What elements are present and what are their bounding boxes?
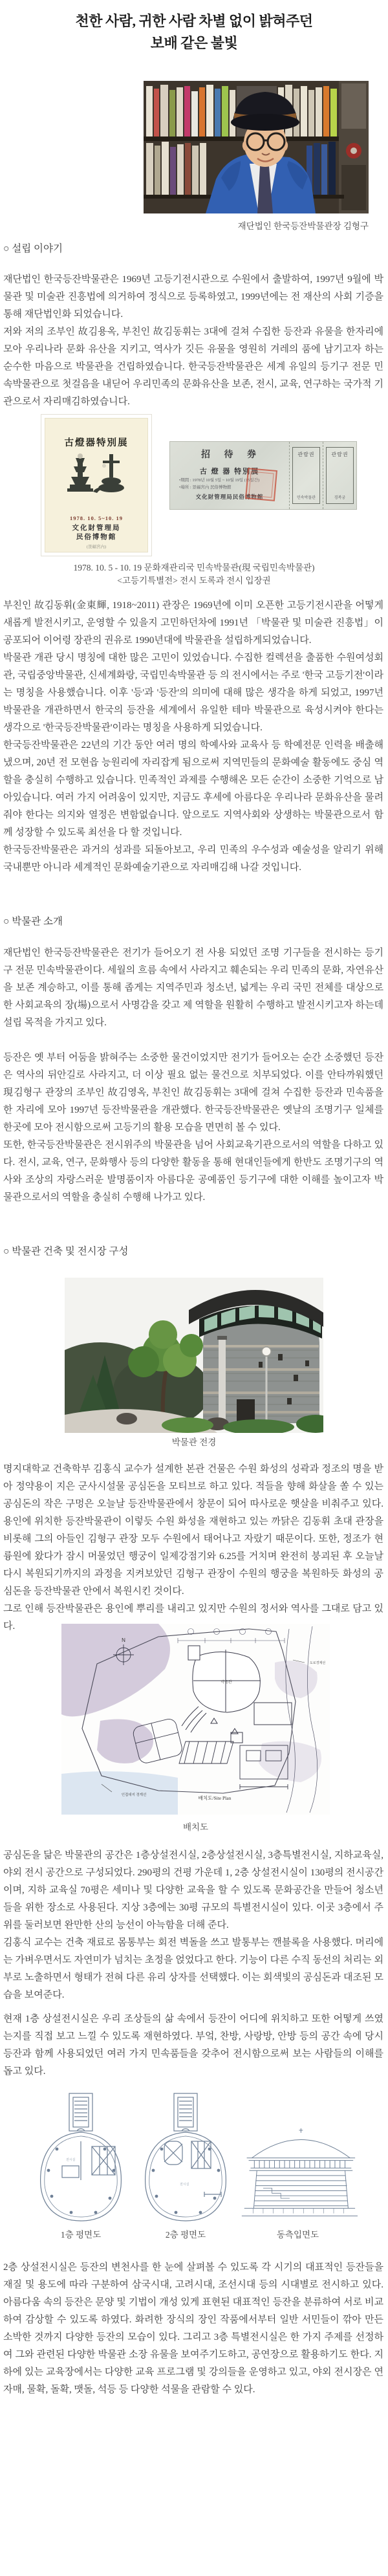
floor-plan-2-drawing (137, 2090, 234, 2225)
stub2-note: 경복궁 (334, 496, 346, 500)
architecture-paragraphs-2 (3, 1847, 383, 2004)
svg-text:배치도/Site Plan: 배치도/Site Plan (198, 1795, 232, 1801)
east-elevation-drawing (238, 2128, 358, 2225)
section-heading-intro: ○ 박물관 소개 (3, 916, 63, 927)
architecture-paragraphs-1 (3, 1461, 383, 1635)
ticket-place-line: •場所 : 景福宮內 民俗博物館 (179, 485, 232, 490)
poster-date: 1978. 10. 5~10. 19 (70, 515, 123, 521)
paragraph: 재단법인 한국등잔박물관은 1969년 고등기전시관으로 수원에서 출발하여, 1997년 9월에 박물관 및 미술관 진흥법에 의거하여 정식으로 등록하였고, 1999년에는 전 재산의 사회 기증을 통해 재단법인화 되었습니다. (3, 274, 383, 320)
red-seal-stamp (245, 468, 277, 501)
poster-title: 古燈器特別展 (64, 438, 129, 448)
plan1-caption: 1층 평면도 (60, 2230, 102, 2240)
svg-text:도로경계선: 도로경계선 (309, 1662, 326, 1665)
paragraph: 현재 1층 상설전시실은 우리 조상들의 삶 속에서 등잔이 어디에 위치하고 또한 어떻게 쓰였는지를 직접 보고 느낄 수 있도록 재현하였다. 부엌, 찬방, 사랑방, 안방 등의 공간 속에 당시 등잔과 함께 사용되었던 여러 가지 민속품들을 갖추어 전시함으로써 보는 사람들의 이해를 돕고 있다. (3, 2014, 383, 2077)
exhibition-caption-line2: <고등기특별전> 전시 도록과 전시 입장권 (117, 576, 271, 585)
intro-paragraphs-2 (3, 1049, 383, 1206)
poster-organization-line2: 民俗博物館 (76, 534, 117, 541)
page-title-line1: 천한 사람, 귀한 사람 차별 없이 밝혀주던 (75, 13, 313, 29)
paragraph: 한국등잔박물관은 과거의 성과를 되돌아보고, 우리 민족의 우수성과 예술성을 알리기 위해 국내뿐만 아니라 세계적인 문화예술기관으로 자리매김해 나갈 것입니다. (3, 845, 383, 873)
ticket-title: 招 待 券 (201, 450, 262, 460)
portrait-caption-text: 재단법인 한국등잔박물관장 김형구 (237, 221, 369, 231)
svg-text:전시실: 전시실 (180, 2183, 189, 2187)
director-portrait-illustration (144, 81, 369, 213)
ticket-subtitle: 古 燈 器 特別展 (199, 468, 260, 475)
svg-text:인접대지 경계선: 인접대지 경계선 (121, 1793, 147, 1797)
museum-building-illustration (65, 1278, 323, 1433)
paragraph: 김홍식 교수는 건축 재료로 몸통부는 회전 벽돌을 쓰고 발통부는 깬블록을 사용했다. 머리에는 가벼우면서도 자연미가 넘치는 초정을 얹었다고 한다. 기능이 다른 수직 동선의 처리는 외부로 노출하면서 형태가 전혀 다른 유리 상자를 선택했다. 이는 회색빛의 공심돈과 대조된 모습을 보여준다. (3, 1937, 383, 2000)
siteplan-caption: 배치도 (182, 1822, 209, 1832)
exhibition-caption-line1: 1978. 10. 5 - 10. 19 문화재관리국 민속박물관(現 국립민속박물관) (73, 563, 315, 573)
architecture-paragraph-3 (3, 2011, 383, 2080)
paragraph: 2층 상설전시실은 등잔의 변천사를 한 눈에 살펴볼 수 있도록 각 시기의 대표적인 등잔들을 재질 및 용도에 따라 구분하여 삼국시대, 고려시대, 조선시대 등의 시대별로 전시하고 있다. 아름다움 속의 등잔은 문양 및 기법이 개성 있게 표현된 대표적인 등잔을 분류하여 서로 비교하여 감상할 수 있도록 하였다. 화려한 장식의 장인 작품에서부터 일반 서민들이 깎아 만든 소박한 것까지 다양한 등잔의 모습이 있다. 그리고 3층 특별전시실은 한 가지 주제를 선정하여 그와 관련된 다양한 박물관 소장 유물을 보여주기도하고, 공연장으로 활용하기도 한다. 지하에 있는 교육장에서는 다양한 교육 프로그램 및 강의들을 운영하고 있고, 야외 전시장은 연자매, 물확, 돌확, 맷돌, 석등 등 다양한 석물을 관람할 수 있다. (3, 2262, 383, 2395)
ticket-period-line: •期間 : 1978년 10월 5일 ~ 10월 19일 (15일간) (179, 478, 260, 483)
ticket-organization: 文化財管理局民俗博物館 (195, 493, 264, 500)
floor-plan-1-drawing (32, 2090, 129, 2225)
poster-location-note: (景福宮內) (86, 545, 107, 550)
ticket-stub-2 (323, 442, 356, 509)
lamp-silhouettes-illustration (58, 452, 135, 510)
ticket-stub-1 (289, 442, 323, 509)
site-plan-drawing (61, 1624, 330, 1815)
paragraph: 부친인 故김동휘(金東輝, 1918~2011) 관장은 1969년에 이미 오픈한 고등기전시관을 어떻게 새롭게 발전시키고, 운영할 수 있을지 고민하던차에 1991년 「박물관 및 미술관 진흥법」이 공포되어 이어령 장관의 권유로 1990년대에 박물관을 설립하게되었습니다. (3, 600, 383, 646)
stub2-label: 관람권 (331, 452, 349, 457)
page-title-line2: 보배 같은 불빛 (150, 35, 238, 52)
portrait-caption (0, 220, 369, 233)
paragraph: 재단법인 한국등잔박물관은 전기가 들어오기 전 사용 되었던 조명 기구들을 전시하는 등기구 전문 민속박물관이다. 세월의 흐름 속에서 사라지고 훼손되는 우리 민족의 문화, 자연유산을 보존 계승하고, 이를 통해 좁게는 지역주민과 청소년, 넓게는 우리 국민 전체를 대상으로 한 사회교육의 장(場)으로서 사명감을 갖고 제 역할을 원활히 수행하고 발전시키고자 하는데 설립 목적을 가지고 있다. (3, 948, 383, 1028)
paragraph: 명지대학교 건축학부 김홍식 교수가 설계한 본관 건물은 수원 화성의 성곽과 정조의 명을 받아 정약용이 지은 군사시설물 공심돈을 모티브로 하고 있다. 적들을 향해 화살을 쏠 수 있는 공심돈의 작은 구멍은 오늘날 등잔박물관에서 창문이 되어 따사로운 햇살을 비춰주고 있다. 용인에 위치한 등잔박물관이 이렇듯 수원 화성을 재현하고 있는 까닭은 김동휘 초대 관장을 비롯해 그의 아들인 김형구 관장 모두 수원에서 태어나고 자랐기 때문이다. 또한, 정조가 현륭원에 왔다가 잠시 머물었던 행궁이 일제강점기와 6.25를 거치며 완전히 붕괴된 후 오늘날 다시 복원되기까지의 과정을 지켜보았던 김형구 관장이 수원의 행궁을 복원하듯 화성의 공심돈을 등잔박물관 안에서 복원시킨 것이다. (3, 1464, 383, 1597)
page-title (0, 10, 388, 54)
floor-plan-2-figure (137, 2096, 234, 2242)
building-photo-caption: 박물관 전경 (171, 1437, 217, 1447)
paragraph: 저와 저의 조부인 故김용옥, 부친인 故김동휘는 3대에 걸쳐 수집한 등잔과 유물을 한자리에 모아 우리나라 문화 유산을 지키고, 역사가 깃든 유물을 영원히 겨레의 품에 남기고자 하는 순수한 마음으로 박물관을 건립하였습니다. 한국등잔박물관은 세계 유일의 등기구 전문 민속박물관으로 첫걸음을 내딛어 우리민족의 문화유산을 보존, 전시, 교육, 연구하는 국가적 기관으로서 자리매김하였습니다. (3, 327, 383, 407)
site-plan-figure (61, 1624, 330, 1834)
exhibition-figure-caption (0, 562, 388, 587)
stub1-label: 관람권 (297, 452, 315, 457)
museum-building-photo (65, 1278, 323, 1449)
tower (189, 1290, 323, 1423)
section-heading-founding: ○ 설립 이야기 (3, 243, 63, 254)
founding-paragraphs-2 (3, 597, 383, 877)
floor-plan-1-figure (32, 2096, 129, 2242)
paragraph: 또한, 한국등잔박물관은 전시위주의 박물관을 넘어 사회교육기관으로서의 역할을 다하고 있다. 전시, 교육, 연구, 문화행사 등의 다양한 활동을 통해 현대인들에게 한반도 조명기구의 역사와 조상의 자랑스러운 발명품이자 아름다운 공예품인 등기구에 대한 이해를 높이고자 박물관으로서의 역할을 충실히 수행해 나가고 있다. (3, 1140, 383, 1203)
catalog-poster-figure (41, 414, 152, 556)
catalog-poster (45, 418, 148, 552)
svg-text:N: N (122, 1637, 125, 1643)
invitation-ticket-figure (169, 441, 357, 510)
architecture-paragraph-final (3, 2259, 383, 2399)
section-heading-architecture: ○ 박물관 건축 및 전시장 구성 (3, 1246, 129, 1257)
elevation-figure (238, 2096, 358, 2242)
paragraph: 한국등잔박물관은 22년의 기간 동안 여러 명의 학예사와 교육사 등 학예전문 인력을 배출해냈으며, 20년 전 모현읍 능원리에 자리잡게 됨으로써 지역민들의 문화예술 활동에도 중심 역할을 충실히 수행하고 있습니다. 민족적인 과제를 수행해온 모든 순간이 소중한 기억으로 남아있습니다. 여러 가지 어려움이 있지만, 지금도 후세에 아름다운 우리나라 문화유산을 물려줘야 한다는 의지와 열정은 변함없습니다. 앞으로도 지역사회와 상생하는 박물관으로서 함께 성장할 수 있도록 최선을 다 할 것입니다. (3, 740, 383, 838)
svg-text:박물관: 박물관 (221, 1681, 232, 1685)
paragraph: 등잔은 옛 부터 어둠을 밝혀주는 소중한 물건이었지만 전기가 들어오는 순간 소중했던 등잔은 역사의 뒤안길로 사라지고, 더 이상 필요 없는 물건으로 치부되었다. 이를 안타까워했던 現김형구 관장의 조부인 故김영옥, 부친인 故김동휘는 3대에 걸쳐 수집한 등잔과 민속품을 한 자리에 모아 1997년 등잔박물관을 개관했다. 한국등잔박물관은 옛날의 조명기구 일체를 한곳에 모아 전시함으로써 고등기의 활용 모습을 면면히 볼 수 있다. (3, 1053, 383, 1133)
poster-organization-line1: 文化財管理局 (72, 525, 121, 532)
paragraph: 공심돈을 닮은 박물관의 공간은 1층상설전시실, 2층상설전시실, 3층특별전시실, 지하교육실, 야외 전시 공간으로 구성되었다. 290평의 건평 가운데 1, 2층 상설전시실이 130평의 전시공간이며, 지하 교육실 70평은 세미나 및 다양한 교육을 할 수 있도록 문화공간을 만들어 청소년들을 위한 장소로 사용된다. 지상 3층에는 30평 규모의 특별전시실이 있다. 이곳 3층에서 주위를 둘러보면 완만한 산의 능선이 아늑함을 더해 준다. (3, 1850, 383, 1930)
founding-paragraphs-1 (3, 271, 383, 411)
intro-paragraph-1 (3, 944, 383, 1032)
paragraph: 그로 인해 등잔박물관은 용인에 뿌리를 내리고 있지만 수원의 정서와 역사를 그대로 담고 있다. (3, 1604, 383, 1632)
svg-text:전시실: 전시실 (66, 2159, 76, 2162)
ticket-main-area (170, 442, 289, 509)
plan2-caption: 2층 평면도 (165, 2230, 206, 2240)
elevation-caption: 동측입면도 (276, 2230, 319, 2240)
paragraph: 박물관 개관 당시 명칭에 대한 많은 고민이 있었습니다. 수집한 컬렉션을 출품한 수원여성회관, 국립중앙박물관, 신세계화랑, 국립민속박물관 등 의 전시에서는 주로 '한국 고등기전'이라는 명칭을 사용했습니다. 이후 '등'과 '등잔'의 의미에 대해 많은 생각을 하게 되었고, 1997년 박물관을 개관하면서 한국의 등잔을 세계에서 유일한 테마 박물관으로 육성시켜야 한다는 생각으로 '한국등잔박물관'이라는 명칭을 사용하게 되었습니다. (3, 653, 383, 733)
director-portrait-photo (144, 81, 369, 213)
stub1-note: 민속박물관 (297, 496, 316, 500)
